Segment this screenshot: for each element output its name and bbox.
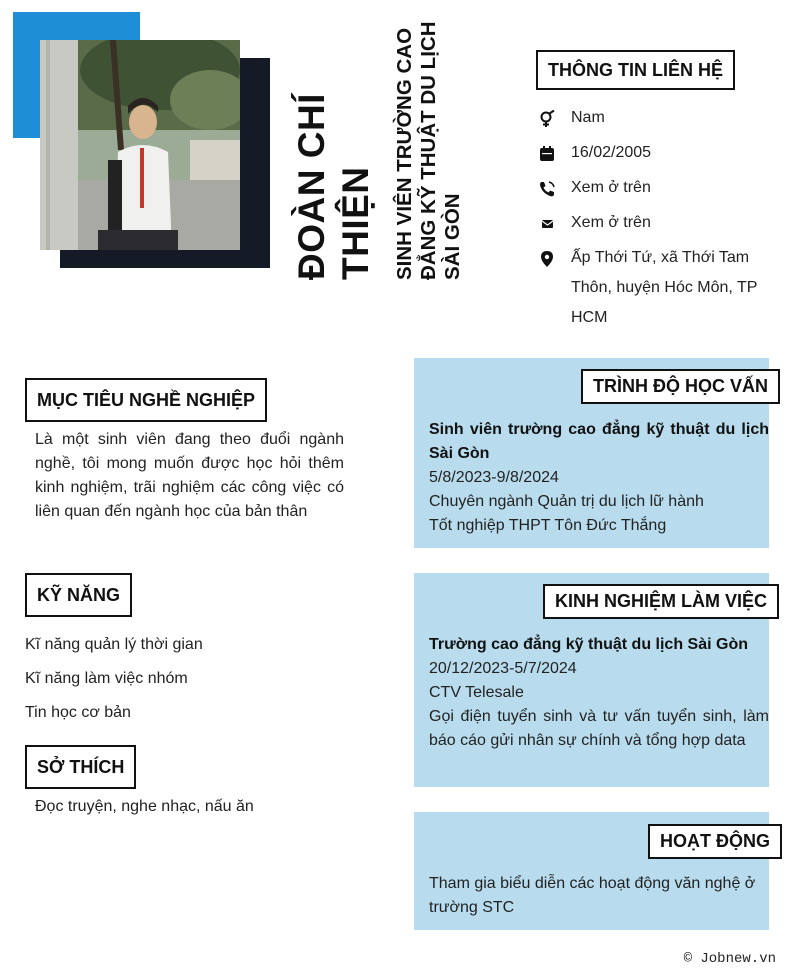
contact-phone xyxy=(538,173,778,203)
name-block xyxy=(290,20,390,280)
education-school-line-2: Sài Gòn xyxy=(429,445,490,462)
phone-icon xyxy=(538,179,556,197)
education-major: Chuyên ngành Quản trị du lịch lữ hành xyxy=(429,493,704,510)
contact-gender xyxy=(538,103,778,133)
skill-item: Kĩ năng làm việc nhóm xyxy=(25,670,188,687)
objective-heading: MỤC TIÊU NGHỀ NGHIỆP xyxy=(25,378,267,422)
gender-icon xyxy=(538,109,556,127)
skills-heading: KỸ NĂNG xyxy=(25,573,132,617)
contact-email xyxy=(538,208,778,238)
location-icon xyxy=(538,249,556,267)
education-school-line-1: Sinh viên trường cao đẳng kỹ thuật du lịch xyxy=(429,421,769,438)
experience-role: CTV Telesale xyxy=(429,684,524,701)
experience-heading: KINH NGHIỆM LÀM VIỆC xyxy=(543,584,779,619)
skill-item: Kĩ năng quản lý thời gian xyxy=(25,636,203,653)
profile-photo-illustration xyxy=(40,40,240,250)
education-heading: TRÌNH ĐỘ HỌC VẤN xyxy=(581,369,780,404)
skill-item: Tin học cơ bản xyxy=(25,704,131,721)
job-title-line-2: ĐẲNG KỸ THUẬT DU LỊCH xyxy=(417,21,440,280)
experience-company: Trường cao đẳng kỹ thuật du lịch Sài Gòn xyxy=(429,636,748,653)
experience-dates: 20/12/2023-5/7/2024 xyxy=(429,660,577,677)
profile-photo xyxy=(40,40,240,250)
contact-birthday xyxy=(538,138,778,168)
contact-address xyxy=(538,243,778,333)
job-title-block xyxy=(393,20,473,280)
birthday-value: 16/02/2005 xyxy=(571,144,652,161)
contact-heading: THÔNG TIN LIÊN HỆ xyxy=(536,50,735,90)
name-line-1: ĐOÀN CHÍ xyxy=(291,93,332,280)
hobbies-text: Đọc truyện, nghe nhạc, nấu ăn xyxy=(35,798,254,815)
name-line-2: THIỆN xyxy=(335,166,376,280)
education-school xyxy=(429,418,769,466)
address-line-3: HCM xyxy=(571,309,608,326)
activities-heading: HOẠT ĐỘNG xyxy=(648,824,782,859)
calendar-icon xyxy=(538,144,556,162)
gender-value: Nam xyxy=(571,109,605,126)
education-highschool: Tốt nghiệp THPT Tôn Đức Thắng xyxy=(429,517,667,534)
objective-text: Là một sinh viên đang theo đuổi ngành nghề, tôi mong muốn được học hỏi thêm kinh nghiệm, trãi nghiệm các công việc có liên quan đến ngành học của bản thân xyxy=(35,431,344,520)
activities-text: Tham gia biểu diễn các hoạt động văn nghệ ở trường STC xyxy=(429,875,756,916)
footer-credit: © Jobnew.vn xyxy=(683,951,776,967)
mail-icon xyxy=(538,214,556,232)
job-title-line-1: SINH VIÊN TRƯỜNG CAO xyxy=(393,27,416,280)
address-line-1: Ấp Thới Tứ, xã Thới Tam xyxy=(571,249,750,266)
education-dates: 5/8/2023-9/8/2024 xyxy=(429,469,559,486)
email-value: Xem ở trên xyxy=(571,214,651,231)
experience-description: Gọi điện tuyển sinh và tư vấn tuyển sinh, làm báo cáo gửi nhân sự chính và tổng hợp data xyxy=(429,708,769,749)
job-title-line-3: SÀI GÒN xyxy=(441,193,464,280)
phone-value: Xem ở trên xyxy=(571,179,651,196)
address-line-2: Thôn, huyện Hóc Môn, TP xyxy=(571,279,758,296)
hobbies-heading: SỞ THÍCH xyxy=(25,745,136,789)
